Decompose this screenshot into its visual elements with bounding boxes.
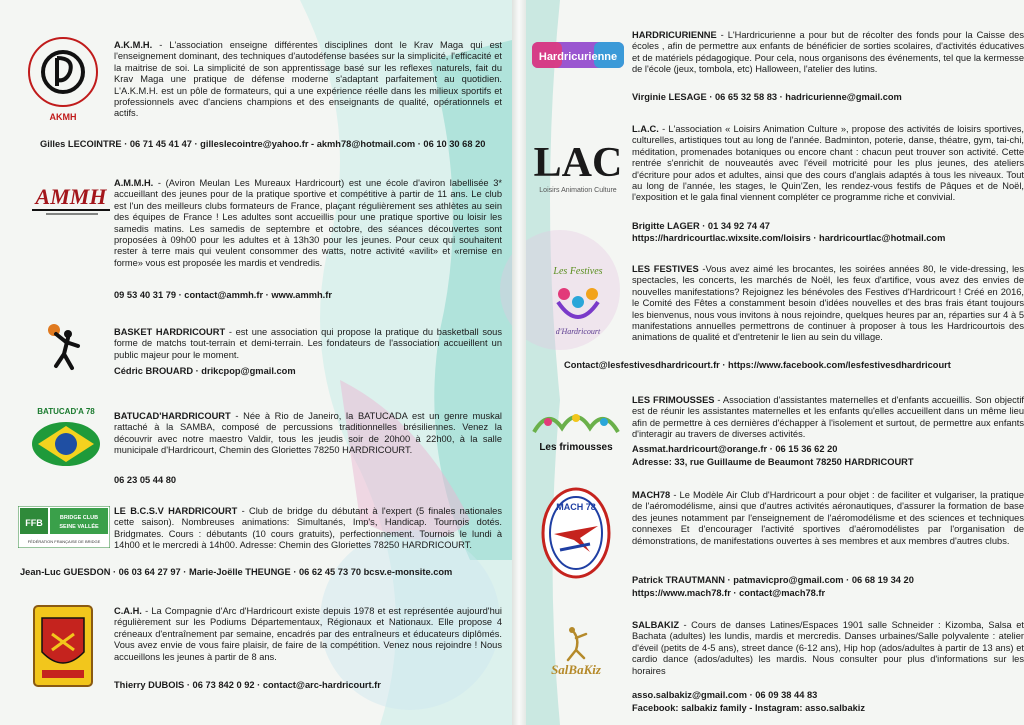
archery-crest-logo — [32, 604, 94, 688]
mach78-body: - Le Modèle Air Club d'Hardricourt a pour objet : de faciliter et vulgariser, la pratique de l'aéromodélisme, ainsi que d'autres activités aéronautiques, d'assurer la formation de base des jeunes notamment par l'enseignement de l'aéromodélisme et des sciences et techniques connexes Et d'encourager l'activité sportives d'aéromodélistes par l'organisation de démonstrations, de manifestations ouvertes à ses membres et aux membres d'autres clubs. — [632, 490, 1024, 546]
right-panel — [526, 0, 1024, 725]
svg-text:FÉDÉRATION FRANÇAISE DE BRIDGE: FÉDÉRATION FRANÇAISE DE BRIDGE — [27, 539, 101, 544]
page-fold — [512, 0, 526, 725]
basket-description — [114, 327, 502, 361]
hardricurienne-title: HARDRICURIENNE — [632, 30, 717, 40]
basketball-player-icon — [34, 322, 94, 378]
frimousses-title: LES FRIMOUSSES — [632, 395, 715, 405]
festives-logo — [534, 262, 622, 338]
akmh-contact: Gilles LECOINTRE · 06 71 45 41 47 · gilleslecointre@yahoo.fr - akmh78@hotmail.com · 06 10 30 68 20 — [40, 139, 486, 149]
svg-text:Les Festives: Les Festives — [553, 266, 603, 277]
batucad-contact: 06 23 05 44 80 — [114, 475, 177, 485]
ammh-logo — [28, 180, 114, 220]
frimousses-description — [632, 395, 1024, 441]
svg-text:MACH 78: MACH 78 — [556, 502, 596, 512]
batucad-title: BATUCAD'HARDRICOURT — [114, 411, 231, 421]
lac-body: - L'association « Loisirs Animation Culture », propose des activités de loisirs sportives, culturelles, artistiques tout au long de l'année. Badminton, poterie, danse, théatre, gym, tai-chi, méditation, promenades botaniques ou encore chant : chacun peut trouver son activité. Cette rentrée s'enrichit de nouveautés avec l'éveil motricité pour les plus jeunes, des ateliers d'écriture pour ados et adultes, ainsi que des cours d'anglais adaptés à tous les niveaux. Tout au long de l'année, les stages, le Quin'Zen, les rendez-vous festifs de Pâques et de Noël, l'exposition et le gala final viennent compléter ce programme riche et convivial. — [632, 124, 1024, 203]
svg-text:AKMH: AKMH — [49, 112, 77, 122]
bcsv-contact: Jean-Luc GUESDON · 06 03 64 27 97 · Marie-Joëlle THEUNGE · 06 62 45 73 70 bcsv.e-monsite.com — [20, 567, 453, 577]
ammh-body: - (Aviron Meulan Les Mureaux Hardricourt) est une école d'aviron labellisée 3* accueillant des jeunes pour de la pratique sportive et compétitive à partir de 11 ans. Le club est l'un des meilleurs clubs formateurs de France, plaçant régulièrement ses athlètes au sein des équipes de France ! Les adultes sont accueillis pour une pratique sportive ou loisir les samedis matins. Les samedis de septembre et octobre, des séances découvertes sont proposées à 09h00 pour les adultes et à 13h30 pour les jeunes. Pour ceux qui souhaitent rester à terre mais qui veulent consommer des watts, notre activité «avilit» et «remise en forme» vous est proposée les mardis et vendredis. — [114, 178, 502, 268]
mach78-description — [632, 490, 1024, 547]
salbakiz-logo — [536, 624, 616, 680]
frimousses-logo — [528, 398, 624, 456]
svg-text:BATUCAD'A 78: BATUCAD'A 78 — [37, 407, 95, 416]
hardricurienne-description — [632, 30, 1024, 76]
akmh-body: - L'association enseigne différentes disciplines dont le Krav Maga qui est l'enseignement dominant, des techniques d'autodéfense basées sur la simplicité, l'efficacité et la maitrise de soi. La simplicité de son apprentissage basé sur les reflexes naturels, fait du Krav Maga une pratique de défense moderne s'adaptant parfaitement au quotidien. L'A.K.M.H. est un pôle de formateurs, qui a une expérience réelle dans les milieux sportifs et professionnels avec d'anciens champions et des enseignants de qualité, opérationnels et actifs. — [114, 40, 502, 119]
salbakiz-title: SALBAKIZ — [632, 620, 679, 630]
hardricurienne-contact: Virginie LESAGE · 06 65 32 58 83 · hadricurienne@gmail.com — [632, 92, 902, 102]
lac-contact-web: https://hardricourtlac.wixsite.com/loisirs · hardricourtlac@hotmail.com — [632, 233, 946, 243]
cah-body: - La Compagnie d'Arc d'Hardricourt existe depuis 1978 et est représentée aujourd'hui régulièrement sur les Podiums Départementaux, Régionaux et Nationaux. Elle propose 4 créneaux d'entraînement par semaine, encadrés par des entraîneurs et éducateurs diplômés. Vous avez envie de vous faire plaisir, de faire de la compétition. Venez nous rejoindre ! Nous accueillons les jeunes à partir de 8 ans. — [114, 606, 502, 662]
svg-text:FFB: FFB — [25, 518, 43, 528]
festives-body: -Vous avez aimé les brocantes, les soirées années 80, le vide-dressing, les spectacles, les concerts, les marchés de Noël, les feux d'artifice, vous avez des envies de nouvelles manifestations? Rejoignez les bénévoles des Festives d'Hardricourt ! Créé en 2016, le Comité des Fêtes a constamment besoin d'idées nouvelles et des bras frais étant toujours les bienvenus, nous vous invitons à nous rejoindre, quelques heures par an, réparties sur 4 à 5 manifestations annuelles permettrons de continuer à proposer à tous les Hardricourtois des animations de qualité et d'entretenir le lien au sein du village. — [632, 264, 1024, 343]
svg-text:Loisirs Animation Culture: Loisirs Animation Culture — [539, 187, 617, 194]
hardricurienne-logo — [532, 38, 624, 72]
basket-title: BASKET HARDRICOURT — [114, 327, 226, 337]
akmh-description — [114, 40, 502, 120]
mach78-title: MACH78 — [632, 490, 671, 500]
batucad-body: - Née à Rio de Janeiro, la BATUCADA est un genre muskal rattaché à la SAMBA, composé de percussions traditionnelles brésiliennes. Venez la découvrir avec notre maestro Valdir, tous les jeudis soir de 20h00 à 22h00, à la salle municipale d'Hardricourt, Chemin des Gloriettes 78250 HARDRICOURT. — [114, 411, 502, 456]
frimousses-body: - Association d'assistantes maternelles et d'enfants accueillis. Son objectif est de réunir les assistantes maternelles et les enfants qu'elles accueillent dans un même lieu afin de permettre à ces dernières d'échapper à l'isolement et surtout, de permettre aux enfants d'interagir au travers de diverses activités. — [632, 395, 1024, 440]
bridge-club-logo — [18, 506, 110, 548]
lac-contact: Brigitte LAGER · 01 34 92 74 47 — [632, 221, 770, 231]
lac-title: L.A.C. — [632, 124, 659, 134]
svg-text:d'Hardricourt: d'Hardricourt — [555, 327, 601, 336]
lac-description — [632, 124, 1024, 204]
ammh-contact: 09 53 40 31 79 · contact@ammh.fr · www.ammh.fr — [114, 290, 332, 300]
svg-text:Les frimousses: Les frimousses — [539, 442, 613, 453]
svg-text:BRIDGE CLUB: BRIDGE CLUB — [59, 515, 99, 521]
mach78-logo — [540, 486, 612, 580]
salbakiz-contact: asso.salbakiz@gmail.com · 06 09 38 44 83 — [632, 690, 818, 700]
festives-contact: Contact@lesfestivesdhardricourt.fr · https://www.facebook.com/lesfestivesdhardricourt — [564, 360, 951, 370]
salbakiz-body: - Cours de danses Latines/Espaces 1901 salle Schneider : Kizomba, Salsa et Bachata (adultes) les lundis, mardis et mercredis. Danses urbaines/Salle polyvalente : atelier d'éveil (petits de 4-5 ans), street dance (6-12 ans), Hip hop (ados/adultes à partir de 13 ans) et cardio dance (ados/adultes) les mardis. Nous consulter pour plus d'informations sur les horaires — [632, 620, 1024, 676]
hardricurienne-body: - L'Hardricurienne a pour but de récolter des fonds pour la Caisse des écoles , afin de permettre aux enfants de bénéficier de sorties scolaires, d'activités éducatives et de matériels pédagogique. Pour cela, nous organisons des événements, tel que la kermesse de l'école (jeux, tombola, etc) Halloween, l'atelier des lutins. — [632, 30, 1024, 75]
mach78-contact-web: https://www.mach78.fr · contact@mach78.fr — [632, 588, 826, 598]
cah-title: C.A.H. — [114, 606, 142, 616]
cah-description — [114, 606, 502, 663]
festives-title: LES FESTIVES — [632, 264, 699, 274]
cah-contact: Thierry DUBOIS · 06 73 842 0 92 · contact@arc-hardricourt.fr — [114, 680, 381, 690]
svg-text:SalBaKiz: SalBaKiz — [551, 662, 601, 677]
frimousses-address-text: Adresse: 33, rue Guillaume de Beaumont 78250 HARDRICOURT — [632, 457, 914, 467]
festives-description — [632, 264, 1024, 344]
frimousses-contact: Assmat.hardricourt@orange.fr · 06 15 36 62 20 — [632, 444, 838, 454]
frimousses-address — [632, 457, 914, 467]
lac-logo — [530, 128, 626, 198]
bcsv-description — [114, 506, 502, 552]
bcsv-body: - Club de bridge du débutant à l'expert (5 finales nationales cette saison). Nombreuses animations: Simultanés, Imp's, Handicap. Tournois dotés. Bridgmates. Cours : débutants (10 cours gratuits), perfectionnement. Tournois le lundi à 14h00 et le mercredi à 14h00. Adresse: Chemin des Gloriettes 78250 HARDRICOURT. — [114, 506, 502, 551]
svg-text:AMMH: AMMH — [35, 184, 107, 209]
svg-text:LAC: LAC — [533, 140, 623, 186]
batucada-logo — [26, 404, 106, 474]
svg-text:Hardricurienne: Hardricurienne — [538, 51, 618, 63]
bcsv-title: LE B.C.S.V HARDRICOURT — [114, 506, 238, 516]
mach78-contact: Patrick TRAUTMANN · patmavicpro@gmail.com · 06 68 19 34 20 — [632, 575, 914, 585]
ammh-title: A.M.M.H. — [114, 178, 154, 188]
batucad-description — [114, 411, 502, 457]
salbakiz-description — [632, 620, 1024, 677]
ammh-description — [114, 178, 502, 269]
basket-body: - est une association qui propose la pratique du basketball sous forme de matchs tout-terrain et demi-terrain. Les fondateurs de l'association accueillent un public majeur pour le moment. — [114, 327, 502, 360]
akmh-logo — [26, 32, 100, 124]
salbakiz-social: Facebook: salbakiz family - Instagram: asso.salbakiz — [632, 703, 866, 713]
basket-contact: Cédric BROUARD · drikcpop@gmail.com — [114, 366, 296, 376]
svg-text:SEINE VALLÉE: SEINE VALLÉE — [59, 524, 99, 530]
akmh-title: A.K.M.H. — [114, 40, 153, 50]
